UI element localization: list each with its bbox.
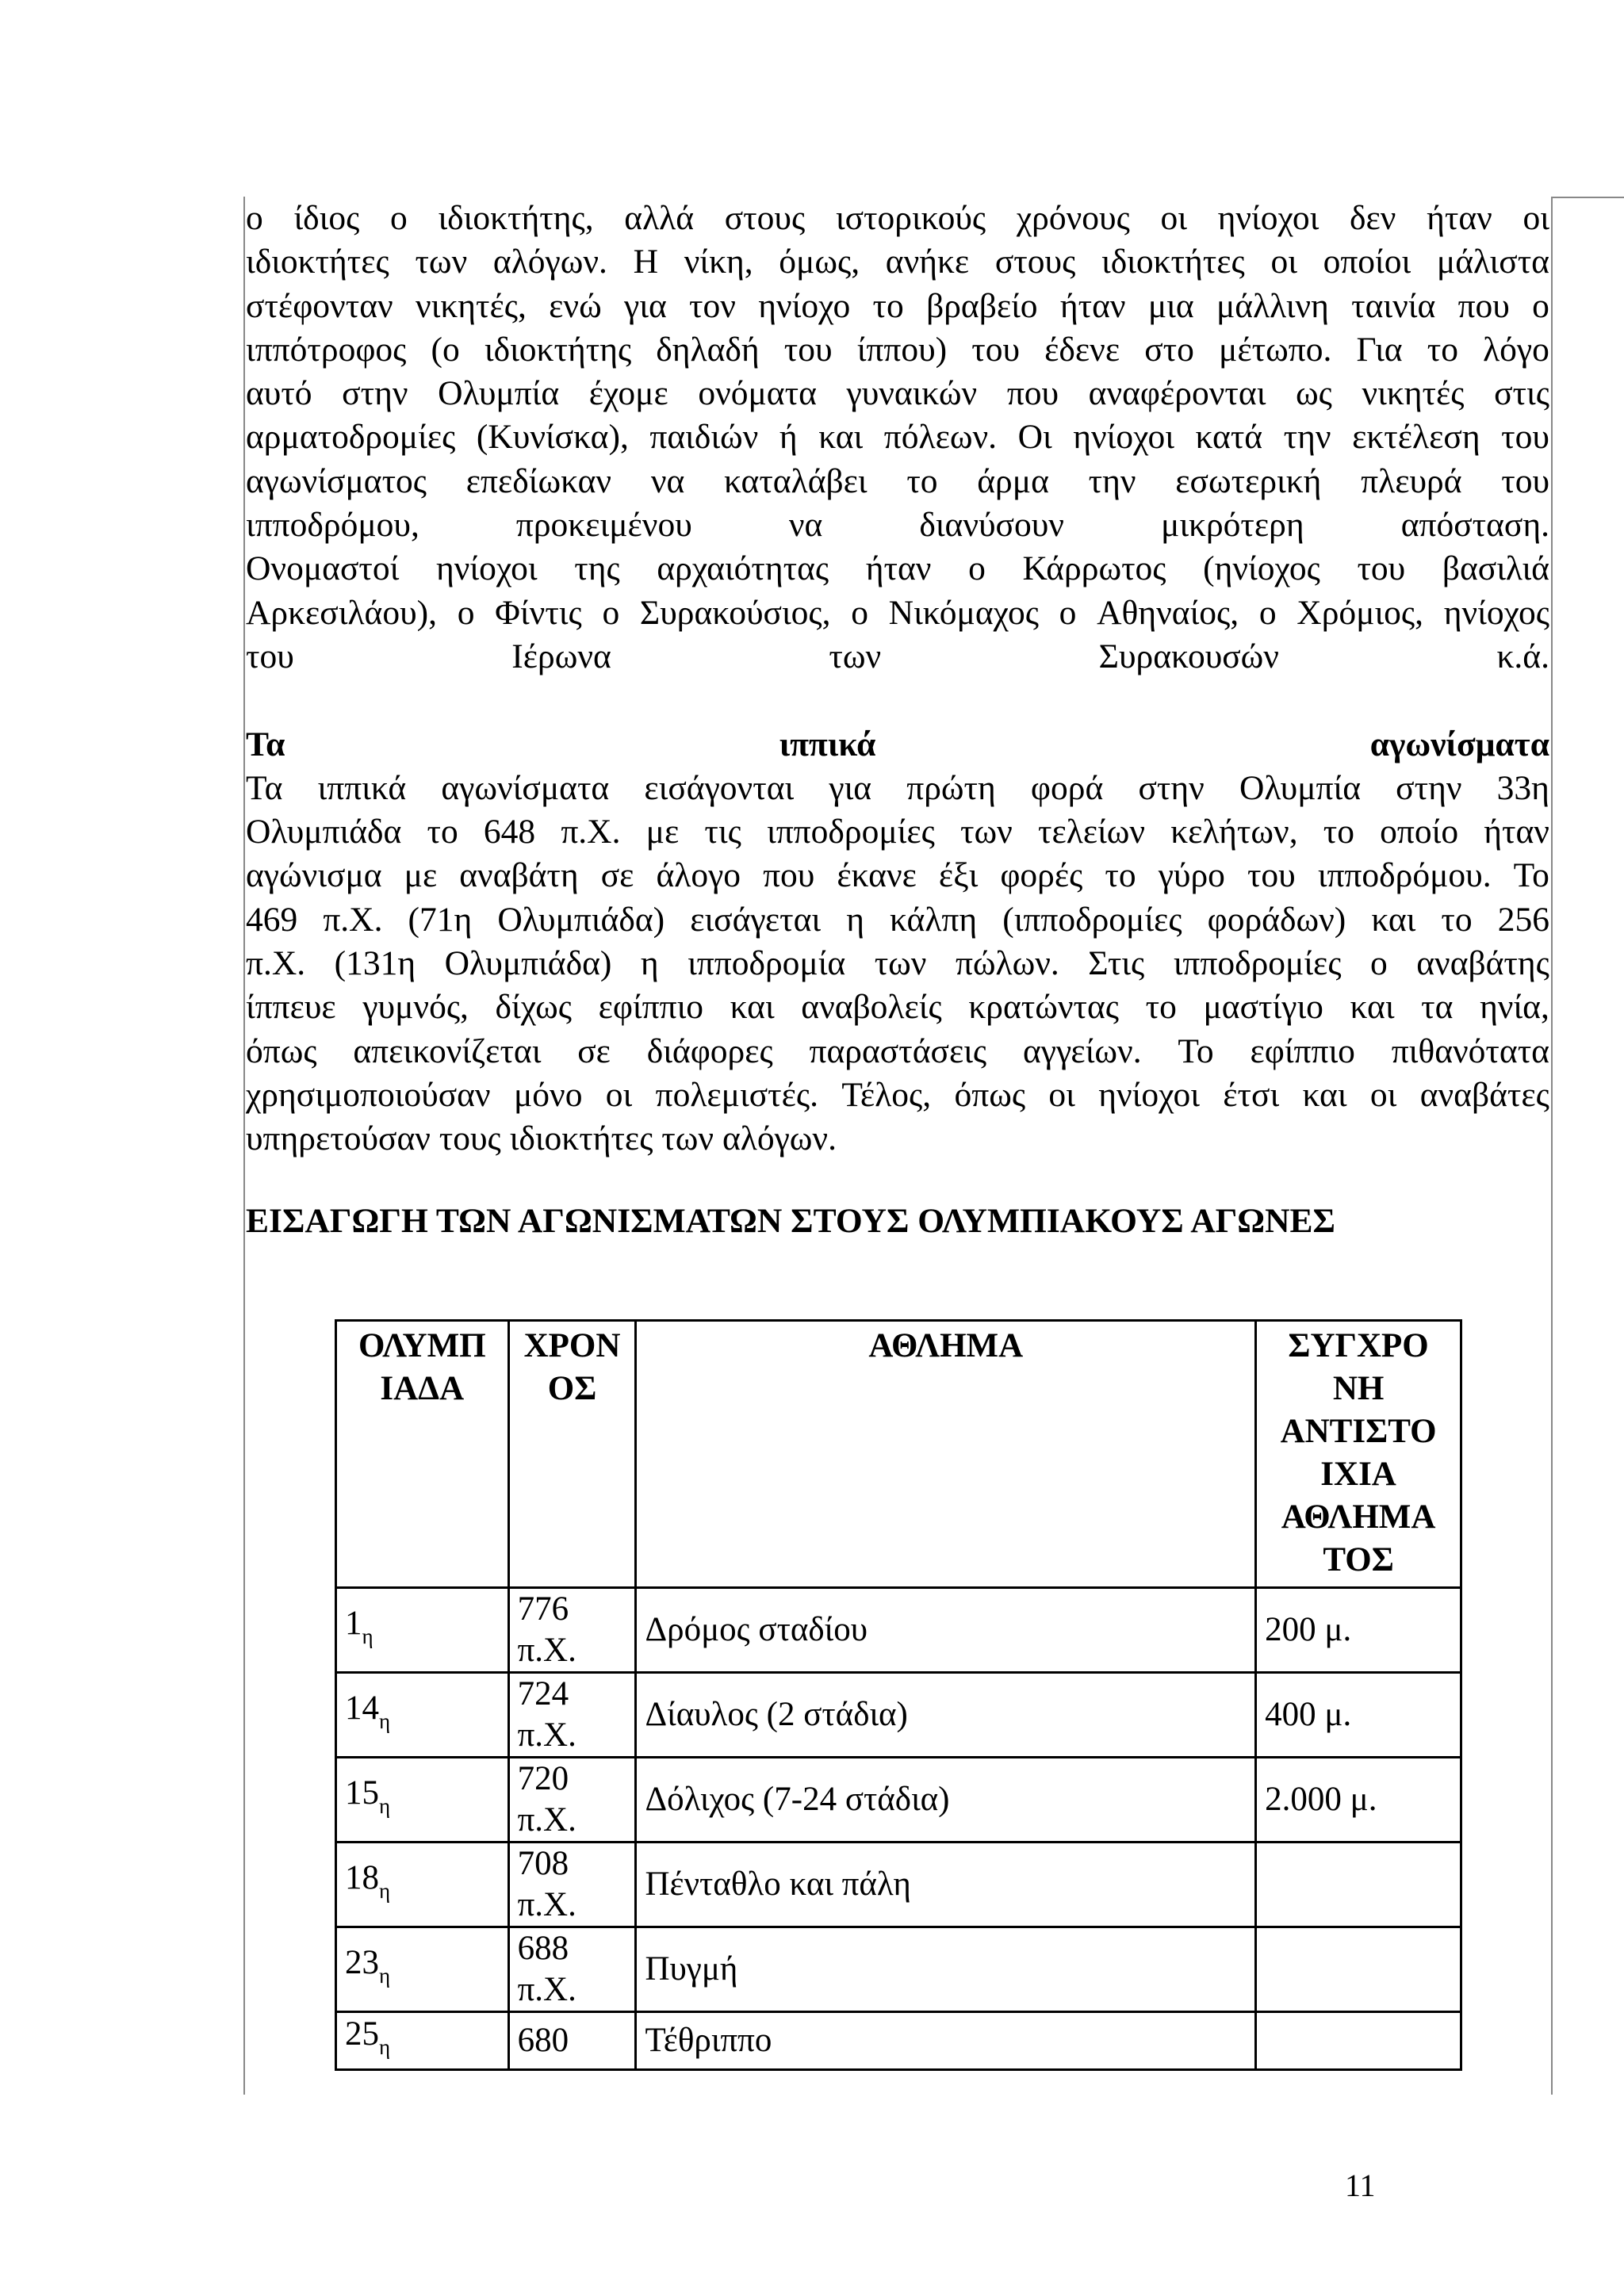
word: Αρκεσιλάου), — [246, 593, 437, 632]
word: ως — [1296, 374, 1332, 413]
word: έξι — [938, 856, 979, 895]
word: και — [730, 988, 775, 1027]
word: Το — [1513, 856, 1549, 895]
word: π.Χ. — [323, 900, 383, 939]
word: των — [829, 637, 882, 675]
cell-year: 720 π.Χ. — [508, 1758, 636, 1843]
word: γύρο — [1158, 856, 1225, 895]
word: έχομε — [588, 374, 668, 413]
word: του — [783, 330, 833, 369]
word: ιπποδρομία — [688, 944, 846, 983]
word: Τα — [246, 768, 283, 807]
word: κ.ά. — [1496, 637, 1549, 675]
heading-word: Τα — [246, 725, 285, 763]
word: στην — [1138, 768, 1205, 807]
cell-modern-equivalent — [1256, 2012, 1461, 2070]
paragraph2-line — [246, 854, 1549, 897]
paragraph1-line — [246, 503, 1549, 547]
word: ο — [1370, 944, 1388, 983]
word: στην — [1396, 768, 1462, 807]
word: οι — [1522, 199, 1549, 237]
word: Η — [633, 243, 659, 281]
word: επεδίωκαν — [465, 461, 612, 500]
word: αλόγων. — [492, 243, 607, 281]
paragraph2-line — [246, 767, 1549, 810]
word: αναφέρονται — [1088, 374, 1266, 413]
word: για — [624, 286, 667, 325]
word: ήταν — [1427, 199, 1492, 237]
word: οι — [1369, 1075, 1397, 1114]
word: Φίντις — [495, 593, 582, 632]
word: όμως, — [779, 243, 860, 281]
word: ταινία — [1351, 286, 1436, 325]
olympic-events-table — [335, 1319, 1462, 2071]
word: τα — [1421, 988, 1454, 1027]
body-text — [246, 197, 1549, 1161]
word: ιππικά — [317, 768, 407, 807]
cell-event: Πένταθλο και πάλη — [636, 1843, 1256, 1927]
text-line: υπηρετούσαν τους ιδιοκτήτες των αλόγων. — [246, 1119, 837, 1158]
word: για — [829, 768, 872, 807]
word: άρμα — [977, 461, 1049, 500]
table-row — [336, 2012, 1461, 2070]
word: ονόματα — [698, 374, 817, 413]
table-row — [336, 1673, 1461, 1758]
word: 648 — [483, 813, 536, 851]
word: ο — [968, 549, 986, 588]
page-frame-top-border — [1551, 197, 1624, 198]
word: ιστορικούς — [835, 199, 986, 237]
word: το — [872, 286, 904, 325]
word: ηνίοχοι — [435, 549, 538, 588]
word: αναβάτης — [1416, 944, 1549, 983]
word: το — [906, 461, 938, 500]
word: οι — [1048, 1075, 1075, 1114]
word: ηνίοχος — [1443, 593, 1549, 632]
word: τον — [689, 286, 736, 325]
cell-event: Τέθριππο — [636, 2012, 1256, 2070]
word: ο — [1059, 593, 1077, 632]
word: Το — [1178, 1031, 1214, 1070]
word: Νικόμαχος — [888, 593, 1039, 632]
ordinal-suffix: η — [362, 1624, 373, 1648]
word: Ολυμπιάδα) — [444, 944, 612, 983]
word: παραστάσεις — [809, 1031, 987, 1070]
table-row — [336, 1927, 1461, 2012]
word: η — [640, 944, 659, 983]
header-olympiad: ΟΛΥΜΠ ΙΑΔΑ — [336, 1321, 509, 1588]
word: χρησιμοποιούσαν — [246, 1075, 491, 1114]
word: ιπποδρόμου, — [246, 506, 419, 545]
word: των — [415, 243, 468, 281]
word: έδενε — [1044, 330, 1120, 369]
word: αγγείων. — [1022, 1031, 1142, 1070]
table-body — [336, 1588, 1461, 2070]
word: μάλιστα — [1436, 243, 1549, 281]
word: της — [574, 549, 620, 588]
word: κατά — [1195, 418, 1263, 457]
word: το — [1427, 330, 1458, 369]
word: π.Χ. — [246, 944, 306, 983]
word: και — [1350, 988, 1395, 1027]
cell-year: 708 π.Χ. — [508, 1843, 636, 1927]
word: Συρακούσιος, — [639, 593, 831, 632]
word: άλογο — [656, 856, 741, 895]
word: ηνίοχοι — [1217, 199, 1320, 237]
word: γυμνός, — [362, 988, 469, 1027]
word: Οι — [1017, 418, 1052, 457]
word: Ολυμπιάδα) — [497, 900, 665, 939]
word: αγώνισμα — [246, 856, 382, 895]
word: ο — [602, 593, 620, 632]
word: αρματοδρομίες — [246, 418, 456, 457]
word: το — [1441, 900, 1473, 939]
word: να — [788, 506, 823, 545]
word: Ιέρωνα — [511, 637, 611, 675]
word: φορές — [1000, 856, 1083, 895]
word: όπως — [954, 1075, 1026, 1114]
word: διανύσουν — [919, 506, 1064, 545]
cell-event: Δρόμος σταδίου — [636, 1588, 1256, 1673]
word: πόλεων. — [883, 418, 998, 457]
cell-event: Δόλιχος (7-24 στάδια) — [636, 1758, 1256, 1843]
word: οποίο — [1380, 813, 1459, 851]
paragraph1-line — [246, 328, 1549, 372]
paragraph2-line — [246, 942, 1549, 985]
word: Συρακουσών — [1098, 637, 1279, 675]
word: την — [1088, 461, 1136, 500]
word: καταλάβει — [724, 461, 868, 500]
paragraph2-line — [246, 1117, 1549, 1161]
ordinal-suffix: η — [379, 2035, 391, 2059]
ordinal-suffix: η — [379, 1964, 391, 1988]
word: εσωτερική — [1175, 461, 1322, 500]
section-heading-equestrian-events — [246, 723, 1549, 767]
header-year: ΧΡΟΝ ΟΣ — [508, 1321, 636, 1588]
word: στις — [1494, 374, 1549, 413]
word: προκειμένου — [515, 506, 692, 545]
word: νίκη, — [684, 243, 753, 281]
word: φορά — [1030, 768, 1104, 807]
word: το — [1323, 813, 1354, 851]
word: και — [1371, 900, 1416, 939]
paragraph1-line — [246, 240, 1549, 284]
paragraph2-line — [246, 810, 1549, 854]
paragraph1-line — [246, 635, 1549, 679]
word: του — [1501, 418, 1549, 457]
table-header-row — [336, 1321, 1461, 1588]
word: δηλαδή — [656, 330, 760, 369]
table-row — [336, 1588, 1461, 1673]
word: ο — [457, 593, 475, 632]
word: πολεμιστές. — [655, 1075, 819, 1114]
paragraph-gap — [246, 679, 1549, 722]
word: εισάγονται — [644, 768, 795, 807]
word: ήταν — [1059, 286, 1126, 325]
word: έτσι — [1223, 1075, 1280, 1114]
paragraph1-line — [246, 415, 1549, 459]
word: νικητές — [1362, 374, 1465, 413]
word: φοράδων) — [1207, 900, 1346, 939]
word: του — [246, 637, 294, 675]
cell-modern-equivalent — [1256, 1843, 1461, 1927]
word: ο — [390, 199, 408, 237]
word: η — [846, 900, 864, 939]
word: βασιλιά — [1442, 549, 1549, 588]
word: 469 — [246, 900, 298, 939]
word: ήταν — [1484, 813, 1549, 851]
word: στο — [1144, 330, 1194, 369]
word: ηνία, — [1480, 988, 1549, 1027]
word: στους — [724, 199, 806, 237]
heading-word: ιππικά — [779, 725, 876, 763]
word: του — [1247, 856, 1296, 895]
word: δεν — [1350, 199, 1396, 237]
word: (ιπποδρομίες — [1002, 900, 1182, 939]
word: Ολυμπιάδα — [246, 813, 402, 851]
word: μόνο — [513, 1075, 583, 1114]
word: Για — [1356, 330, 1403, 369]
word: οποίοι — [1323, 243, 1411, 281]
word: ιδιοκτήτες — [1101, 243, 1245, 281]
word: παιδιών — [649, 418, 759, 457]
word: όπως — [246, 1031, 317, 1070]
word: στέφονταν — [246, 286, 393, 325]
word: που — [1457, 286, 1510, 325]
word: ιδιοκτήτες — [246, 243, 389, 281]
word: τελείων — [1037, 813, 1146, 851]
word: ίππευε — [246, 988, 336, 1027]
cell-year: 724 π.Χ. — [508, 1673, 636, 1758]
word: έκανε — [837, 856, 917, 895]
paragraph1-line — [246, 285, 1549, 328]
word: στους — [994, 243, 1076, 281]
word: αναβάτες — [1419, 1075, 1549, 1114]
cell-modern-equivalent: 200 μ. — [1256, 1588, 1461, 1673]
ordinal-suffix: η — [379, 1794, 391, 1818]
word: εισάγεται — [690, 900, 822, 939]
word: ιπποδρομίες — [1173, 944, 1342, 983]
word: ιππότροφος — [246, 330, 407, 369]
word: να — [650, 461, 685, 500]
word: των — [960, 813, 1013, 851]
cell-olympiad: $14_\eta$ — [336, 1673, 509, 1758]
word: απόσταση. — [1400, 506, 1549, 545]
word: κάλπη — [890, 900, 978, 939]
word: ηνίοχοι — [1098, 1075, 1200, 1114]
word: του — [971, 330, 1021, 369]
cell-year: 680 — [508, 2012, 636, 2070]
word: ήταν — [865, 549, 932, 588]
cell-year: 776 π.Χ. — [508, 1588, 636, 1673]
word: πώλων. — [955, 944, 1059, 983]
word: αυτό — [246, 374, 312, 413]
paragraph1-line — [246, 372, 1549, 415]
word: τις — [704, 813, 741, 851]
word: διάφορες — [646, 1031, 773, 1070]
word: την — [1283, 418, 1331, 457]
page-frame-left-border — [243, 197, 245, 2095]
word: ίππου) — [856, 330, 948, 369]
paragraph-charioteers — [246, 197, 1549, 679]
paragraph1-line — [246, 460, 1549, 503]
paragraph-equestrian-events — [246, 767, 1549, 1161]
word: νικητές, — [415, 286, 527, 325]
word: αγωνίσματα — [441, 768, 610, 807]
cell-olympiad: $23_\eta$ — [336, 1927, 509, 2012]
word: των — [874, 944, 927, 983]
word: ο — [1532, 286, 1549, 325]
word: Κάρρωτος — [1022, 549, 1166, 588]
word: Τέλος, — [841, 1075, 932, 1114]
word: το — [1105, 856, 1136, 895]
cell-olympiad: $18_\eta$ — [336, 1843, 509, 1927]
word: οι — [1160, 199, 1187, 237]
word: το — [1145, 988, 1177, 1027]
cell-modern-equivalent: 2.000 μ. — [1256, 1758, 1461, 1843]
word: μαστίγιο — [1203, 988, 1323, 1027]
word: με — [404, 856, 438, 895]
paragraph2-line — [246, 898, 1549, 942]
word: αναβάτη — [459, 856, 579, 895]
word: ίδιος — [293, 199, 360, 237]
word: μικρότερη — [1161, 506, 1304, 545]
word: του — [1357, 549, 1406, 588]
header-event: ΑΘΛΗΜΑ — [636, 1321, 1256, 1588]
word: μάλλινη — [1216, 286, 1329, 325]
word: και — [818, 418, 864, 457]
word: λόγο — [1483, 330, 1549, 369]
word: πιθανότατα — [1391, 1031, 1549, 1070]
word: Στις — [1088, 944, 1145, 983]
word: απεικονίζεται — [353, 1031, 542, 1070]
word: βραβείο — [926, 286, 1038, 325]
word: ανήκε — [885, 243, 970, 281]
page-number: 11 — [1345, 2168, 1376, 2203]
word: ο — [1258, 593, 1277, 632]
word: (71η — [408, 900, 473, 939]
word: ο — [851, 593, 868, 632]
paragraph2-line — [246, 1030, 1549, 1073]
word: Αθηναίος, — [1097, 593, 1239, 632]
paragraph1-line — [246, 547, 1549, 591]
word: δίχως — [495, 988, 572, 1027]
word: αρχαιότητας — [657, 549, 829, 588]
word: Χρόμιος, — [1297, 593, 1424, 632]
paragraph1-line — [246, 197, 1549, 240]
page-frame-right-border — [1551, 197, 1553, 2095]
word: εφίππιο — [1250, 1031, 1355, 1070]
header-modern-equivalent: ΣΥΓΧΡΟ ΝΗ ΑΝΤΙΣΤΟ ΙΧΙΑ ΑΘΛΗΜΑ ΤΟΣ — [1256, 1321, 1461, 1588]
word: ή — [779, 418, 798, 457]
word: (Κυνίσκα), — [476, 418, 629, 457]
word: (ηνίοχος — [1203, 549, 1320, 588]
word: στην — [342, 374, 408, 413]
word: του — [1501, 461, 1549, 500]
cell-olympiad: $25_\eta$ — [336, 2012, 509, 2070]
word: με — [645, 813, 680, 851]
word: σε — [577, 1031, 611, 1070]
word: ιπποδρομίες — [767, 813, 935, 851]
word: 256 — [1497, 900, 1549, 939]
cell-modern-equivalent: 400 μ. — [1256, 1673, 1461, 1758]
word: οι — [605, 1075, 633, 1114]
word: ιπποδρόμου. — [1317, 856, 1492, 895]
paragraph2-line — [246, 1073, 1549, 1117]
table-heading: ΕΙΣΑΓΩΓΗ ΤΩΝ ΑΓΩΝΙΣΜΑΤΩΝ ΣΤΟΥΣ ΟΛΥΜΠΙΑΚΟΥΣ ΑΓΩΝΕΣ — [246, 1202, 1335, 1240]
word: και — [1302, 1075, 1347, 1114]
cell-olympiad: $1_\eta$ — [336, 1588, 509, 1673]
word: εκτέλεση — [1352, 418, 1480, 457]
word: ηνίοχο — [758, 286, 851, 325]
word: ο — [246, 199, 263, 237]
word: ιδιοκτήτης — [484, 330, 632, 369]
word: (131η — [334, 944, 416, 983]
word: ιδιοκτήτης, — [438, 199, 594, 237]
word: πρώτη — [906, 768, 996, 807]
word: κελήτων, — [1170, 813, 1298, 851]
word: μέτωπο. — [1219, 330, 1332, 369]
cell-olympiad: $15_\eta$ — [336, 1758, 509, 1843]
word: Ονομαστοί — [246, 549, 400, 588]
word: Ολυμπία — [438, 374, 560, 413]
word: σε — [600, 856, 634, 895]
word: οι — [1270, 243, 1297, 281]
word: πλευρά — [1361, 461, 1462, 500]
ordinal-suffix: η — [379, 1879, 391, 1903]
word: αναβολείς — [801, 988, 942, 1027]
ordinal-suffix: η — [379, 1709, 391, 1733]
heading-word: αγωνίσματα — [1369, 725, 1549, 763]
word: κρατώντας — [968, 988, 1120, 1027]
table-row — [336, 1843, 1461, 1927]
word: αλλά — [624, 199, 695, 237]
word: που — [763, 856, 815, 895]
word: ηνίοχοι — [1073, 418, 1174, 457]
paragraph1-line — [246, 591, 1549, 635]
word: Ολυμπία — [1239, 768, 1361, 807]
cell-modern-equivalent — [1256, 1927, 1461, 2012]
word: αγωνίσματος — [246, 461, 427, 500]
word: μια — [1147, 286, 1194, 325]
word: το — [427, 813, 458, 851]
cell-event: Δίαυλος (2 στάδια) — [636, 1673, 1256, 1758]
word: γυναικών — [846, 374, 978, 413]
word: ενώ — [549, 286, 602, 325]
word: π.Χ. — [561, 813, 621, 851]
cell-year: 688 π.Χ. — [508, 1927, 636, 2012]
word: χρόνους — [1016, 199, 1130, 237]
word: 33η — [1496, 768, 1549, 807]
word: εφίππιο — [598, 988, 704, 1027]
cell-event: Πυγμή — [636, 1927, 1256, 2012]
table-row — [336, 1758, 1461, 1843]
paragraph2-line — [246, 985, 1549, 1029]
word: που — [1006, 374, 1059, 413]
word: (ο — [431, 330, 460, 369]
